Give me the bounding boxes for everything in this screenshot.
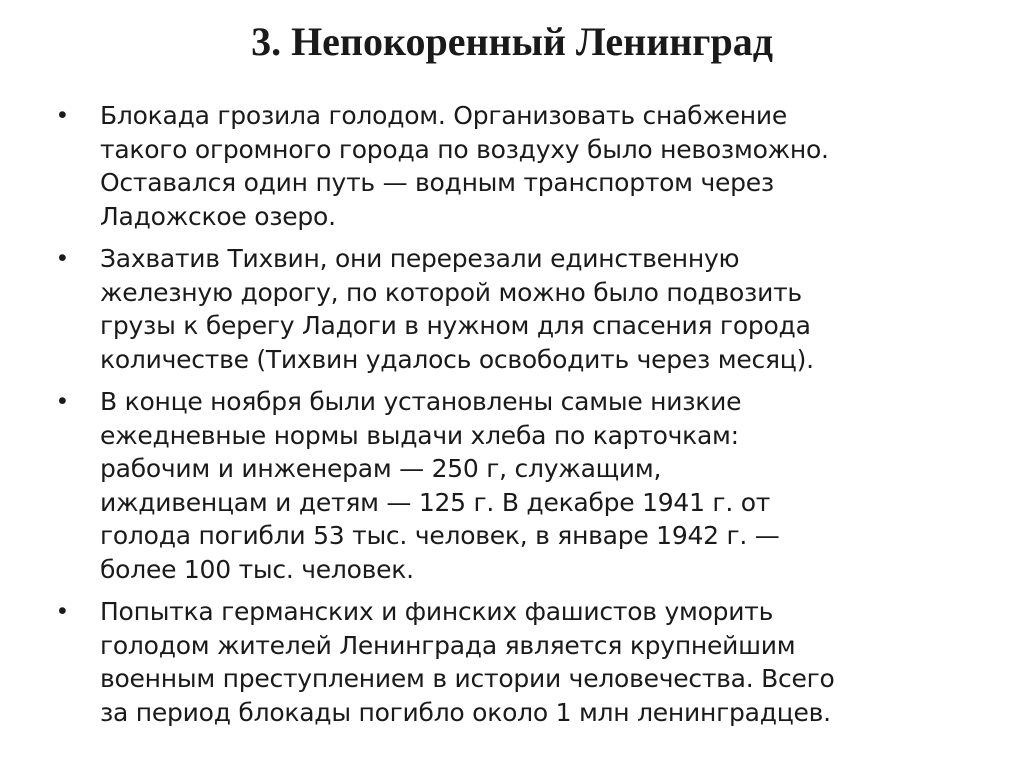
bullet-text-line: грузы к берегу Ладоги в нужном для спасения города <box>100 311 811 340</box>
bullet-text-line: за период блокады погибло около 1 млн ленинградцев. <box>100 697 831 727</box>
bullet-text-line: рабочим и инженерам — 250 г, служащим, <box>100 454 662 483</box>
bullet-text-line: голода погибли 53 тыс. человек, в январе 1942 г. — <box>100 521 780 550</box>
slide-title: 3. Непокоренный Ленинград <box>251 19 773 64</box>
bullet-item-blockade-hunger <box>58 99 958 233</box>
bullet-text-line: В конце ноября были установлены самые низкие <box>100 387 742 416</box>
bullet-text-line: голодом жителей Ленинграда является крупнейшим <box>100 630 796 660</box>
bullet-text-line: такого огромного города по воздуху было невозможно. <box>100 134 829 164</box>
bullet-text-line: Захватив Тихвин, они перерезали единственную <box>100 244 740 273</box>
bullet-marker: • <box>58 244 67 272</box>
bullet-text-line: Попытка германских и финских фашистов уморить <box>100 597 774 626</box>
bullet-text-line: военным преступлением в истории человечества. Всего <box>100 664 835 693</box>
bullet-item-war-crime <box>58 595 958 729</box>
bullet-item-bread-rations <box>58 385 958 586</box>
bullet-item-tikhvin <box>58 242 958 376</box>
bullet-text-line: количестве (Тихвин удалось освободить через месяц). <box>100 344 814 374</box>
bullet-marker: • <box>58 387 67 415</box>
bullet-text-line: иждивенцам и детям — 125 г. В декабре 1941 г. от <box>100 487 771 517</box>
bullet-list <box>58 99 958 738</box>
bullet-marker: • <box>58 597 67 625</box>
bullet-text-line: Ладожское озеро. <box>100 201 336 231</box>
bullet-marker: • <box>58 101 67 129</box>
bullet-text-line: железную дорогу, по которой можно было подвозить <box>100 277 802 307</box>
bullet-text-line: ежедневные нормы выдачи хлеба по карточкам: <box>100 420 739 450</box>
bullet-text-line: Оставался один путь — водным транспортом через <box>100 168 774 197</box>
bullet-text-line: Блокада грозила голодом. Организовать снабжение <box>100 101 787 130</box>
bullet-text-line: более 100 тыс. человек. <box>100 554 414 584</box>
